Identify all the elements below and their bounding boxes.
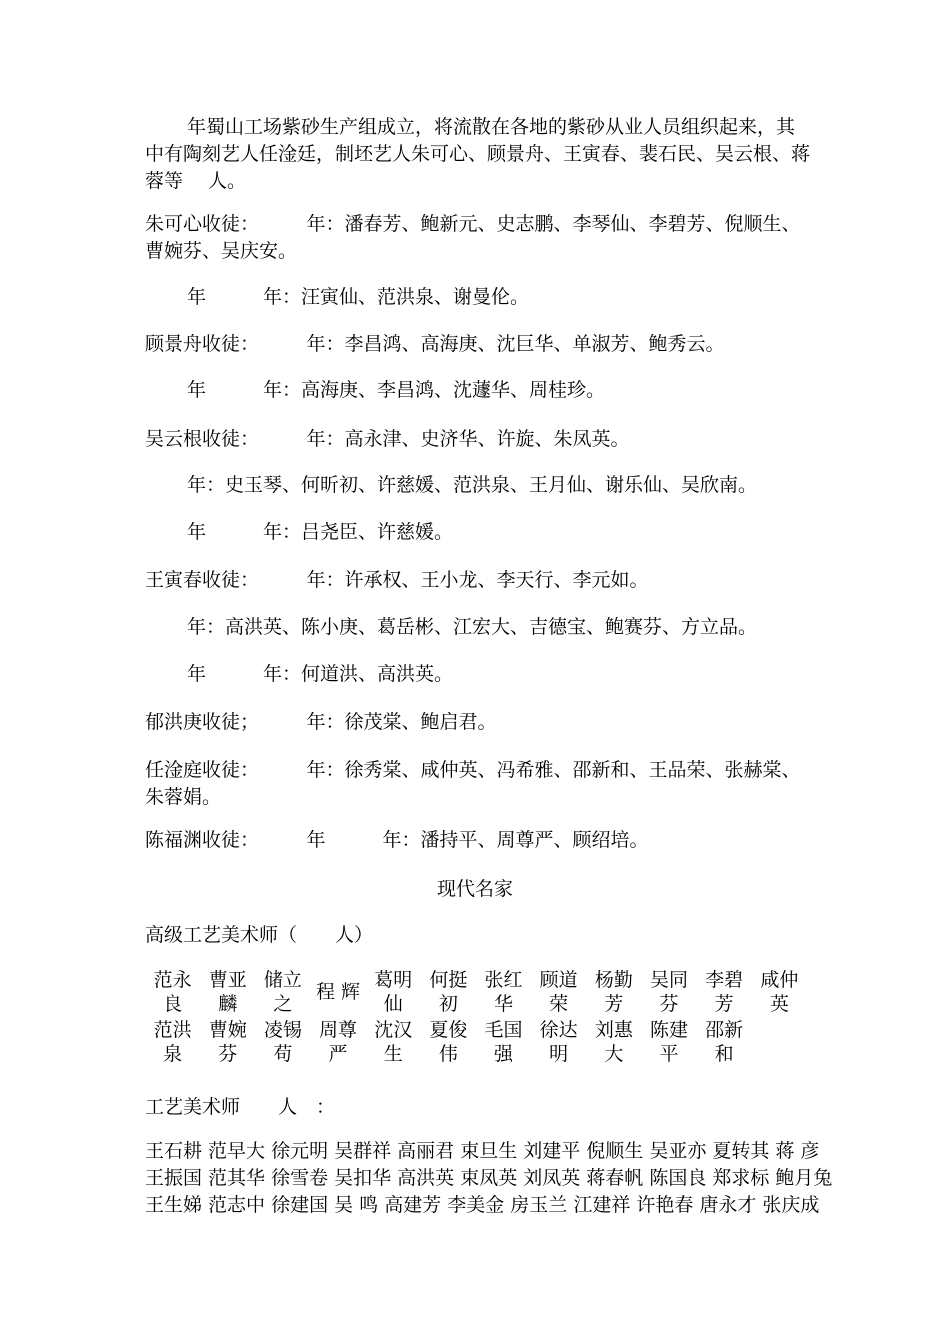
master-names-row: 王生娣 范志中 徐建国 吴 鸣 高建芳 李美金 房玉兰 江建祥 许艳春 唐永才 张庆成: [145, 1194, 820, 1216]
entry-names: 高洪英、陈小庚、葛岳彬、江宏大、吉德宝、鲍赛芬、方立品。: [225, 616, 758, 638]
entry-year: 年 年：: [249, 829, 421, 851]
entry-year: 年 年：: [187, 521, 302, 543]
senior-name-cell: 徐达 明: [539, 1019, 578, 1065]
masters-name-grid: [145, 1138, 832, 1219]
entry-names: 李昌鸿、高海庚、沈巨华、单淑芳、鲍秀云。: [344, 333, 725, 355]
apprentice-entry: [145, 709, 810, 736]
senior-name-cell: 范永 良: [153, 969, 192, 1015]
senior-name-cell: 毛国 强: [484, 1019, 523, 1065]
senior-name-cell: 刘惠 大: [594, 1019, 633, 1065]
entry-year: 年 年：: [187, 663, 302, 685]
apprentice-entry: [145, 472, 810, 499]
senior-name-cell: 范洪 泉: [153, 1019, 192, 1065]
entry-year: 年：: [249, 333, 345, 355]
apprentice-entry: [145, 614, 810, 641]
apprentice-entry: [145, 661, 810, 688]
senior-row: [145, 967, 807, 1017]
senior-name-cell: 储立 之: [263, 969, 302, 1015]
master-heading: 工艺美术师 人 ：: [145, 1096, 336, 1118]
apprentice-entry: [145, 331, 810, 358]
master-names-row: 王石耕 范早大 徐元明 吴群祥 高丽君 束旦生 刘建平 倪顺生 吴亚亦 夏转其 蒋 彦: [145, 1140, 820, 1162]
entry-year: 年：: [249, 428, 345, 450]
senior-name-cell: [752, 1017, 807, 1067]
entry-label: 朱可心收徒：: [145, 213, 250, 235]
senior-name-cell: 周尊 严: [319, 1019, 358, 1065]
senior-name-cell: 葛明 仙: [374, 969, 413, 1015]
entry-year: 年：: [249, 711, 345, 733]
entry-year: 年：: [187, 474, 226, 496]
senior-name-cell: 凌锡 苟: [263, 1019, 302, 1065]
entry-label: 陈福渊收徒：: [145, 829, 250, 851]
entry-label: 王寅春收徒：: [145, 569, 250, 591]
senior-heading: 高级工艺美术师（ 人）: [145, 924, 374, 946]
master-names-row: 王振国 范其华 徐雪卷 吴扣华 高洪英 束凤英 刘凤英 蒋春帆 陈国良 郑求标 鲍月兔: [145, 1167, 833, 1189]
section-title: 现代名家: [436, 878, 513, 900]
apprentice-entry: [145, 284, 810, 311]
senior-name-cell: 咸仲 英: [760, 969, 799, 1015]
senior-name-cell: 沈汉 生: [374, 1019, 413, 1065]
apprentice-entry: [145, 519, 810, 546]
apprentice-entry: [145, 757, 810, 811]
entry-year: 年：: [249, 759, 345, 781]
entry-year: 年 年：: [187, 286, 302, 308]
entry-names: 何道洪、高洪英。: [301, 663, 454, 685]
senior-name-cell: 夏俊 伟: [429, 1019, 468, 1065]
entry-names: 潘春芳、鲍新元、史志鹏、李琴仙、李碧芳、倪顺生、曹婉芬、吴庆安。: [145, 213, 801, 262]
senior-name-cell: 吴同 芬: [649, 969, 688, 1015]
senior-masters-table: [145, 967, 807, 1067]
entry-names: 徐秀棠、咸仲英、冯希雅、邵新和、王品荣、张赫棠、朱蓉娟。: [145, 759, 801, 808]
entry-label: 郁洪庚收徒；: [145, 711, 250, 733]
intro-paragraph: 年蜀山工场紫砂生产组成立，将流散在各地的紫砂从业人员组织起来，其中有陶刻艺人任淦廷，制坯艺人朱可心、顾景舟、王寅春、裴石民、吴云根、蒋蓉等 人。: [145, 116, 811, 192]
senior-name-cell: 张红 华: [484, 969, 523, 1015]
apprentice-entry: [145, 426, 810, 453]
entry-names: 徐茂棠、鲍启君。: [344, 711, 497, 733]
apprentice-entry: [145, 211, 810, 265]
entry-names: 吕尧臣、许慈媛。: [301, 521, 454, 543]
senior-name-cell: 邵新 和: [705, 1019, 744, 1065]
apprentice-entry: [145, 567, 810, 594]
entry-year: 年：: [249, 569, 345, 591]
entry-label: 吴云根收徒：: [145, 428, 250, 450]
entry-names: 高海庚、李昌鸿、沈蘧华、周桂珍。: [301, 379, 606, 401]
senior-name-cell: 曹亚 麟: [208, 969, 247, 1015]
entry-names: 史玉琴、何昕初、许慈媛、范洪泉、王月仙、谢乐仙、吴欣南。: [225, 474, 758, 496]
entry-names: 高永津、史济华、许旋、朱凤英。: [344, 428, 630, 450]
entry-year: 年 年：: [187, 379, 302, 401]
entry-year: 年：: [249, 213, 345, 235]
senior-row: [145, 1017, 807, 1067]
entry-label: 任淦庭收徒：: [145, 759, 250, 781]
senior-name-cell: 何挺 初: [429, 969, 468, 1015]
entry-names: 许承权、王小龙、李天行、李元如。: [344, 569, 649, 591]
apprentice-entry: [145, 827, 810, 854]
senior-name-cell: 顾道 荣: [539, 969, 578, 1015]
senior-name-cell: 曹婉 芬: [208, 1019, 247, 1065]
entry-names: 汪寅仙、范洪泉、谢曼伦。: [301, 286, 530, 308]
entry-label: 顾景舟收徒：: [145, 333, 250, 355]
apprentice-entry: [145, 377, 810, 404]
senior-name-cell: 程 辉: [316, 981, 361, 1003]
senior-name-cell: 杨勤 芳: [594, 969, 633, 1015]
senior-name-cell: 李碧 芳: [705, 969, 744, 1015]
entry-year: 年：: [187, 616, 226, 638]
senior-name-cell: 陈建 平: [649, 1019, 688, 1065]
entry-names: 潘持平、周尊严、顾绍培。: [420, 829, 649, 851]
